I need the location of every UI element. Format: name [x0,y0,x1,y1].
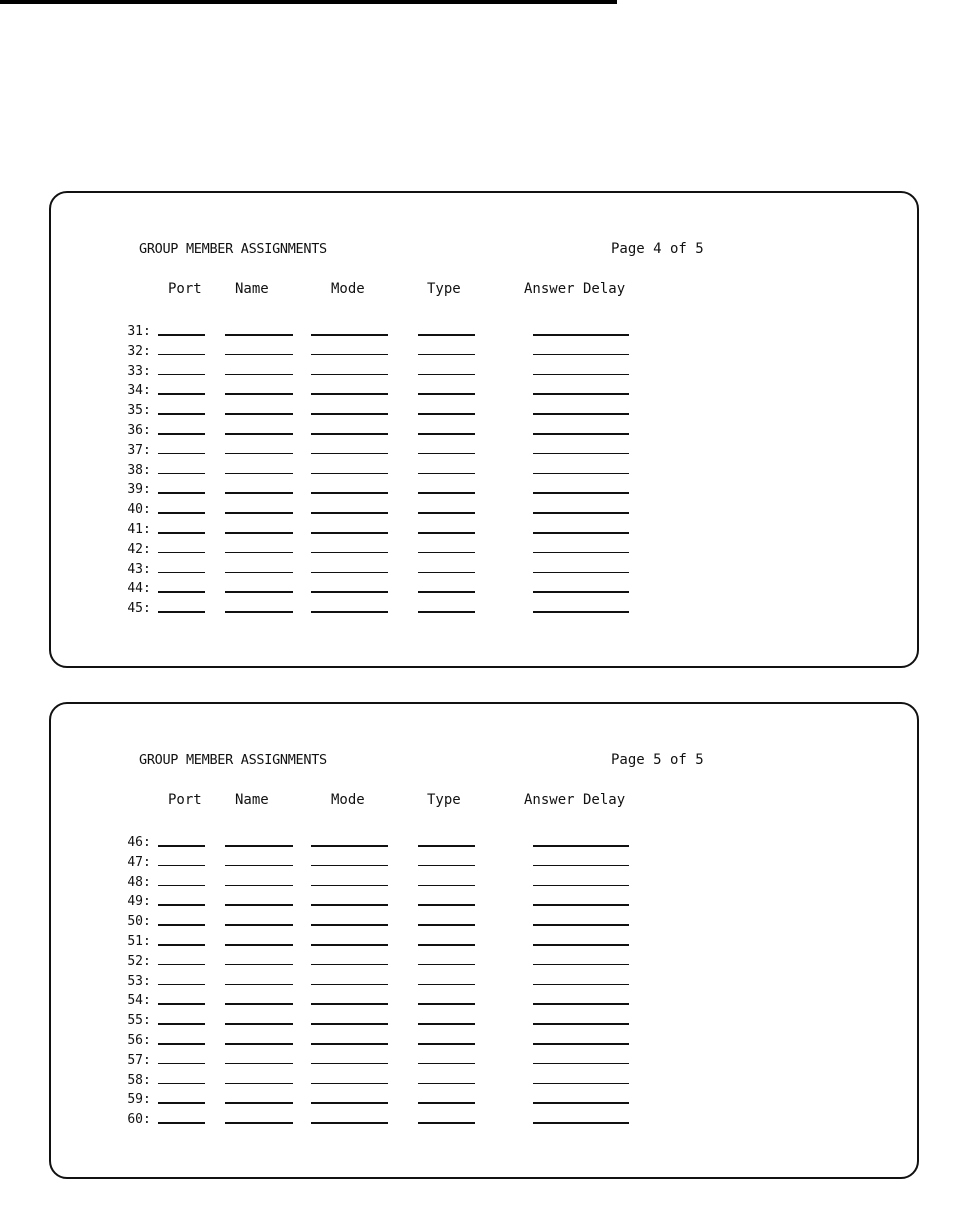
screen-title: GROUP MEMBER ASSIGNMENTS [139,752,327,768]
row-number: 34 [127,383,143,399]
table-row [51,1013,917,1033]
row-separator: : [143,521,151,537]
column-header-type: Type [427,281,461,297]
answer-delay-field[interactable] [533,1122,629,1124]
port-field[interactable] [158,512,205,514]
row-number: 38 [127,462,143,478]
answer-delay-field[interactable] [533,1023,629,1025]
type-field[interactable] [418,393,475,395]
type-field[interactable] [418,611,475,613]
type-field[interactable] [418,885,475,887]
answer-delay-field[interactable] [533,591,629,593]
row-number: 42 [127,541,143,557]
mode-field[interactable] [311,1102,388,1104]
table-row [51,993,917,1013]
row-separator: : [143,343,151,359]
row-separator: : [143,462,151,478]
table-row [51,934,917,954]
row-separator: : [143,482,151,498]
row-number: 46 [127,835,143,850]
table-row [51,875,917,895]
name-field[interactable] [225,334,293,336]
row-separator: : [143,894,151,910]
name-field[interactable] [225,1003,293,1005]
table-row [51,383,917,403]
name-field[interactable] [225,1063,293,1065]
type-field[interactable] [418,1083,475,1085]
row-number: 43 [127,561,143,577]
member-rows [51,835,917,1132]
column-header-mode: Mode [331,792,365,808]
mode-field[interactable] [311,473,388,475]
answer-delay-field[interactable] [533,865,629,867]
answer-delay-field[interactable] [533,413,629,415]
row-number: 35 [127,403,143,419]
name-field[interactable] [225,904,293,906]
answer-delay-field[interactable] [533,532,629,534]
mode-field[interactable] [311,374,388,376]
row-separator: : [143,993,151,1009]
name-field[interactable] [225,984,293,986]
type-field[interactable] [418,944,475,946]
answer-delay-field[interactable] [533,885,629,887]
port-field[interactable] [158,532,205,534]
port-field[interactable] [158,552,205,554]
name-field[interactable] [225,865,293,867]
name-field[interactable] [225,413,293,415]
type-field[interactable] [418,845,475,847]
name-field[interactable] [225,924,293,926]
port-field[interactable] [158,473,205,475]
type-field[interactable] [418,1023,475,1025]
mode-field[interactable] [311,1043,388,1045]
mode-field[interactable] [311,865,388,867]
type-field[interactable] [418,904,475,906]
page-indicator: Page 4 of 5 [611,241,704,257]
port-field[interactable] [158,393,205,395]
type-field[interactable] [418,453,475,455]
port-field[interactable] [158,354,205,356]
row-number: 54 [127,993,143,1009]
row-number: 31 [127,324,143,339]
row-separator: : [143,914,151,930]
type-field[interactable] [418,354,475,356]
column-header-type: Type [427,792,461,808]
row-number: 47 [127,854,143,870]
table-row [51,835,917,855]
name-field[interactable] [225,374,293,376]
table-row [51,1033,917,1053]
row-separator: : [143,1112,151,1128]
mode-field[interactable] [311,885,388,887]
name-field[interactable] [225,591,293,593]
type-field[interactable] [418,552,475,554]
port-field[interactable] [158,374,205,376]
port-field[interactable] [158,845,205,847]
row-separator: : [143,324,151,339]
name-field[interactable] [225,944,293,946]
table-row [51,324,917,344]
row-separator: : [143,581,151,597]
mode-field[interactable] [311,512,388,514]
column-header-port: Port [168,281,202,297]
port-field[interactable] [158,611,205,613]
type-field[interactable] [418,924,475,926]
name-field[interactable] [225,1083,293,1085]
table-row [51,562,917,582]
port-field[interactable] [158,433,205,435]
row-separator: : [143,953,151,969]
row-number: 45 [127,601,143,617]
row-separator: : [143,1013,151,1029]
row-number: 36 [127,422,143,438]
name-field[interactable] [225,393,293,395]
answer-delay-field[interactable] [533,433,629,435]
name-field[interactable] [225,1023,293,1025]
column-header-name: Name [235,792,269,808]
answer-delay-field[interactable] [533,393,629,395]
row-number: 52 [127,953,143,969]
mode-field[interactable] [311,1023,388,1025]
port-field[interactable] [158,591,205,593]
row-number: 39 [127,482,143,498]
answer-delay-field[interactable] [533,845,629,847]
name-field[interactable] [225,492,293,494]
answer-delay-field[interactable] [533,512,629,514]
answer-delay-field[interactable] [533,1063,629,1065]
mode-field[interactable] [311,572,388,574]
answer-delay-field[interactable] [533,453,629,455]
name-field[interactable] [225,512,293,514]
name-field[interactable] [225,572,293,574]
table-row [51,482,917,502]
answer-delay-field[interactable] [533,984,629,986]
type-field[interactable] [418,591,475,593]
column-header-mode: Mode [331,281,365,297]
table-row [51,542,917,562]
table-row [51,855,917,875]
table-row [51,443,917,463]
type-field[interactable] [418,492,475,494]
table-row [51,601,917,621]
page-indicator: Page 5 of 5 [611,752,704,768]
answer-delay-field[interactable] [533,944,629,946]
port-field[interactable] [158,1023,205,1025]
row-number: 32 [127,343,143,359]
row-separator: : [143,383,151,399]
port-field[interactable] [158,1043,205,1045]
table-row [51,364,917,384]
mode-field[interactable] [311,393,388,395]
row-number: 59 [127,1092,143,1108]
answer-delay-field[interactable] [533,1043,629,1045]
column-header-port: Port [168,792,202,808]
mode-field[interactable] [311,845,388,847]
screen-title: GROUP MEMBER ASSIGNMENTS [139,241,327,257]
row-number: 37 [127,442,143,458]
member-rows [51,324,917,621]
table-row [51,581,917,601]
mode-field[interactable] [311,591,388,593]
row-separator: : [143,973,151,989]
type-field[interactable] [418,374,475,376]
table-row [51,1092,917,1112]
row-number: 49 [127,894,143,910]
mode-field[interactable] [311,532,388,534]
row-number: 44 [127,581,143,597]
answer-delay-field[interactable] [533,1083,629,1085]
row-number: 51 [127,933,143,949]
row-number: 48 [127,874,143,890]
type-field[interactable] [418,572,475,574]
row-separator: : [143,874,151,890]
mode-field[interactable] [311,433,388,435]
name-field[interactable] [225,1102,293,1104]
answer-delay-field[interactable] [533,354,629,356]
name-field[interactable] [225,885,293,887]
answer-delay-field[interactable] [533,473,629,475]
answer-delay-field[interactable] [533,1003,629,1005]
row-separator: : [143,1092,151,1108]
port-field[interactable] [158,334,205,336]
column-header-answer-delay: Answer Delay [524,281,626,297]
port-field[interactable] [158,1122,205,1124]
name-field[interactable] [225,1122,293,1124]
answer-delay-field[interactable] [533,1102,629,1104]
answer-delay-field[interactable] [533,904,629,906]
mode-field[interactable] [311,964,388,966]
row-separator: : [143,561,151,577]
row-separator: : [143,502,151,518]
top-rule [0,0,617,4]
row-number: 41 [127,521,143,537]
name-field[interactable] [225,845,293,847]
port-field[interactable] [158,865,205,867]
mode-field[interactable] [311,354,388,356]
row-number: 55 [127,1013,143,1029]
port-field[interactable] [158,1003,205,1005]
row-separator: : [143,601,151,617]
row-separator: : [143,422,151,438]
type-field[interactable] [418,532,475,534]
table-row [51,522,917,542]
table-row [51,403,917,423]
row-separator: : [143,1052,151,1068]
row-separator: : [143,835,151,850]
mode-field[interactable] [311,1122,388,1124]
answer-delay-field[interactable] [533,611,629,613]
table-row [51,423,917,443]
answer-delay-field[interactable] [533,492,629,494]
type-field[interactable] [418,964,475,966]
type-field[interactable] [418,1043,475,1045]
type-field[interactable] [418,334,475,336]
port-field[interactable] [158,1083,205,1085]
port-field[interactable] [158,1102,205,1104]
row-number: 40 [127,502,143,518]
row-separator: : [143,403,151,419]
table-row [51,974,917,994]
type-field[interactable] [418,1003,475,1005]
row-separator: : [143,363,151,379]
name-field[interactable] [225,354,293,356]
port-field[interactable] [158,453,205,455]
row-separator: : [143,541,151,557]
answer-delay-field[interactable] [533,964,629,966]
type-field[interactable] [418,433,475,435]
table-row [51,1112,917,1132]
table-row [51,914,917,934]
table-row [51,894,917,914]
name-field[interactable] [225,473,293,475]
table-row [51,1073,917,1093]
port-field[interactable] [158,904,205,906]
mode-field[interactable] [311,984,388,986]
mode-field[interactable] [311,1003,388,1005]
port-field[interactable] [158,924,205,926]
mode-field[interactable] [311,492,388,494]
port-field[interactable] [158,984,205,986]
column-header-answer-delay: Answer Delay [524,792,626,808]
port-field[interactable] [158,964,205,966]
row-separator: : [143,1032,151,1048]
row-number: 33 [127,363,143,379]
row-separator: : [143,854,151,870]
row-separator: : [143,1072,151,1088]
row-separator: : [143,933,151,949]
port-field[interactable] [158,1063,205,1065]
table-row [51,502,917,522]
table-row [51,463,917,483]
type-field[interactable] [418,1063,475,1065]
column-header-name: Name [235,281,269,297]
name-field[interactable] [225,611,293,613]
row-number: 56 [127,1032,143,1048]
screen-page-4 [49,191,919,668]
mode-field[interactable] [311,924,388,926]
answer-delay-field[interactable] [533,572,629,574]
mode-field[interactable] [311,904,388,906]
port-field[interactable] [158,944,205,946]
row-number: 60 [127,1112,143,1128]
name-field[interactable] [225,433,293,435]
row-number: 58 [127,1072,143,1088]
answer-delay-field[interactable] [533,552,629,554]
answer-delay-field[interactable] [533,924,629,926]
row-separator: : [143,442,151,458]
answer-delay-field[interactable] [533,334,629,336]
mode-field[interactable] [311,552,388,554]
mode-field[interactable] [311,944,388,946]
name-field[interactable] [225,1043,293,1045]
mode-field[interactable] [311,413,388,415]
port-field[interactable] [158,885,205,887]
name-field[interactable] [225,964,293,966]
type-field[interactable] [418,413,475,415]
mode-field[interactable] [311,334,388,336]
row-number: 57 [127,1052,143,1068]
screen-page-5 [49,702,919,1179]
port-field[interactable] [158,413,205,415]
row-number: 53 [127,973,143,989]
name-field[interactable] [225,453,293,455]
mode-field[interactable] [311,1063,388,1065]
name-field[interactable] [225,552,293,554]
mode-field[interactable] [311,611,388,613]
name-field[interactable] [225,532,293,534]
table-row [51,1053,917,1073]
mode-field[interactable] [311,453,388,455]
port-field[interactable] [158,492,205,494]
port-field[interactable] [158,572,205,574]
type-field[interactable] [418,1122,475,1124]
table-row [51,954,917,974]
type-field[interactable] [418,1102,475,1104]
type-field[interactable] [418,984,475,986]
type-field[interactable] [418,865,475,867]
answer-delay-field[interactable] [533,374,629,376]
row-number: 50 [127,914,143,930]
mode-field[interactable] [311,1083,388,1085]
type-field[interactable] [418,512,475,514]
type-field[interactable] [418,473,475,475]
table-row [51,344,917,364]
